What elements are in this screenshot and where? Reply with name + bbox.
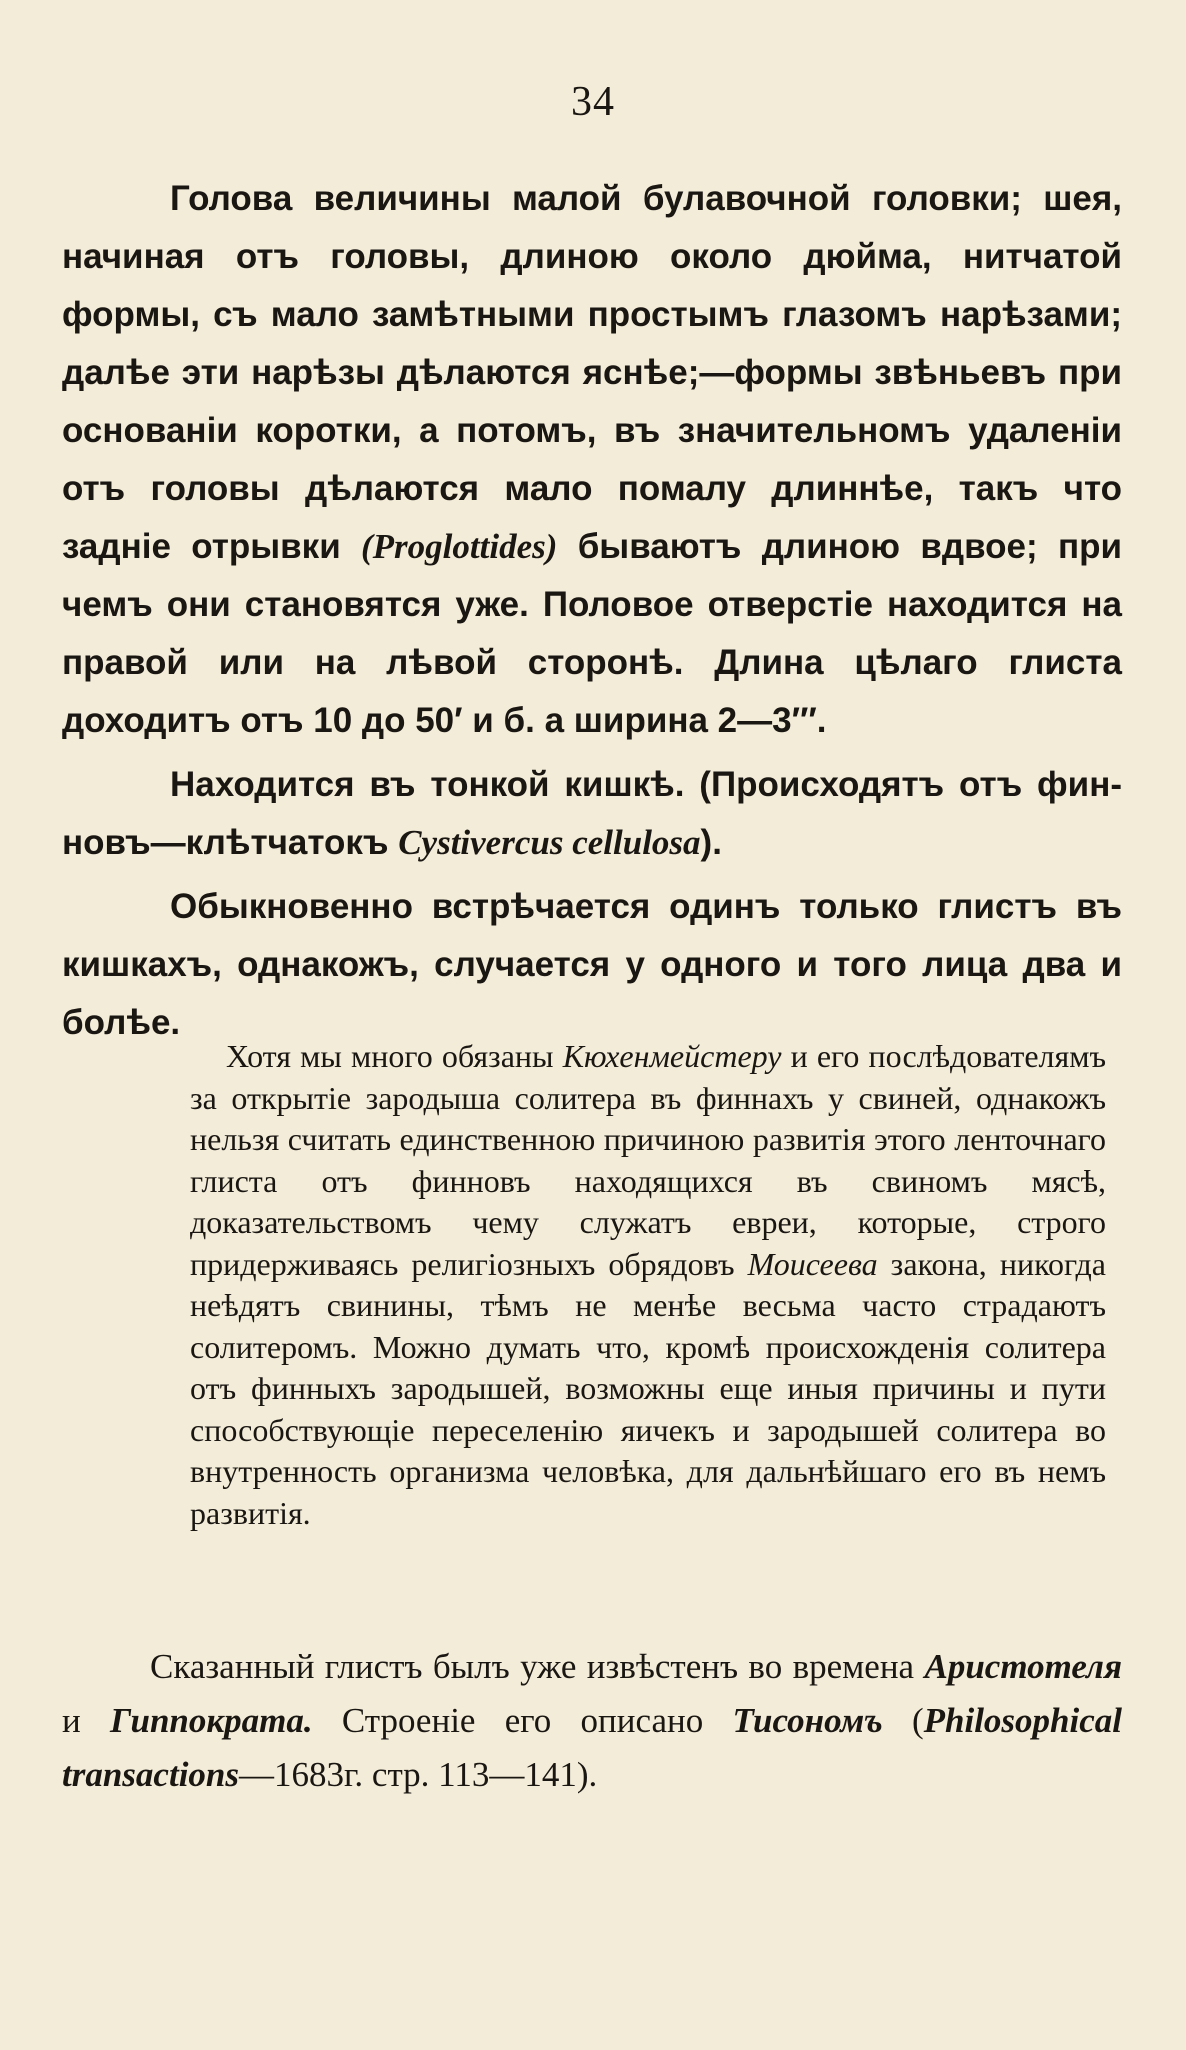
paragraph-location bbox=[62, 756, 1122, 872]
text-run: ). bbox=[700, 823, 722, 862]
text-run: бываютъ длиною вдвое; при чемъ они становятся уже. Половое отверстiе находится на правой или на лѣвой сторонѣ. Длина цѣлаго глиста доходитъ отъ 10 до 50′ и б. а ширина 2—3″′. bbox=[62, 527, 1122, 740]
italic-name: Гиппократа. bbox=[110, 1701, 313, 1740]
note-paragraph bbox=[190, 1036, 1106, 1534]
paragraph-description bbox=[62, 170, 1122, 750]
italic-name: Тисономъ bbox=[732, 1701, 883, 1740]
note-block bbox=[190, 1036, 1106, 1534]
text-run: ( bbox=[882, 1701, 924, 1740]
italic-title: Philosophical transactions bbox=[62, 1701, 1122, 1794]
closing-text bbox=[62, 1640, 1122, 1802]
italic-name: Моисеева bbox=[747, 1245, 878, 1282]
text-run: закона, никогда неѣдятъ свинины, тѣмъ не менѣе весьма часто страдаютъ солитеромъ. Можно думать что, кромѣ происхожденiя солитера отъ финныхъ зародышей, возможны еще иныя причины и пути способствующiе переселенiю яичекъ и зародышей солитера во внутренность организма человѣка, для дальнѣйшаго его въ немъ развитiя. bbox=[190, 1245, 1106, 1531]
page-number: 34 bbox=[571, 79, 615, 125]
text-run: Находится въ тонкой кишкѣ. (Происходятъ отъ финновъ—клѣтчатокъ bbox=[62, 765, 1122, 862]
text-run: и bbox=[62, 1701, 111, 1740]
main-text bbox=[62, 170, 1122, 1058]
text-run: —1683г. стр. 113—141). bbox=[239, 1755, 598, 1794]
italic-name: Аристотеля bbox=[924, 1647, 1122, 1686]
text-run: Хотя мы много обязаны bbox=[226, 1038, 563, 1074]
text-run: Голова величины малой булавочной головки; шея, начиная отъ головы, длиною около дюйма, нитчатой формы, съ мало замѣтными простымъ глазомъ нарѣзами; далѣе эти нарѣзы дѣлаются яснѣе;—формы звѣньевъ при основанiи коротки, а потомъ, въ значительномъ удаленiи отъ головы дѣлаются мало помалу длиннѣе, такъ что заднiе отрывки bbox=[62, 179, 1122, 566]
italic-term: (Proglottides) bbox=[361, 527, 558, 566]
italic-term: Cystivercus cellulosa bbox=[398, 823, 701, 862]
text-run: Сказанный глистъ былъ уже извѣстенъ во времена bbox=[150, 1647, 925, 1686]
text-run: Строенiе его описано bbox=[312, 1701, 733, 1740]
closing-paragraph bbox=[62, 1640, 1122, 1802]
text-run: и его послѣдователямъ за открытiе зародыша солитера въ финнахъ у свиней, однакожъ нельзя считать единственною причиною развитiя этого ленточнаго глиста отъ финновъ находящихся въ свиномъ мясѣ, доказательствомъ чему служатъ евреи, которые, строго придерживаясь религiозныхъ обрядовъ bbox=[190, 1038, 1107, 1282]
paragraph-occurrence: Обыкновенно встрѣчается одинъ только глистъ въ кишкахъ, однакожъ, случается у одного и того лица два и болѣе. bbox=[62, 887, 1122, 1042]
italic-name: Кюхенмейстеру bbox=[562, 1038, 782, 1074]
